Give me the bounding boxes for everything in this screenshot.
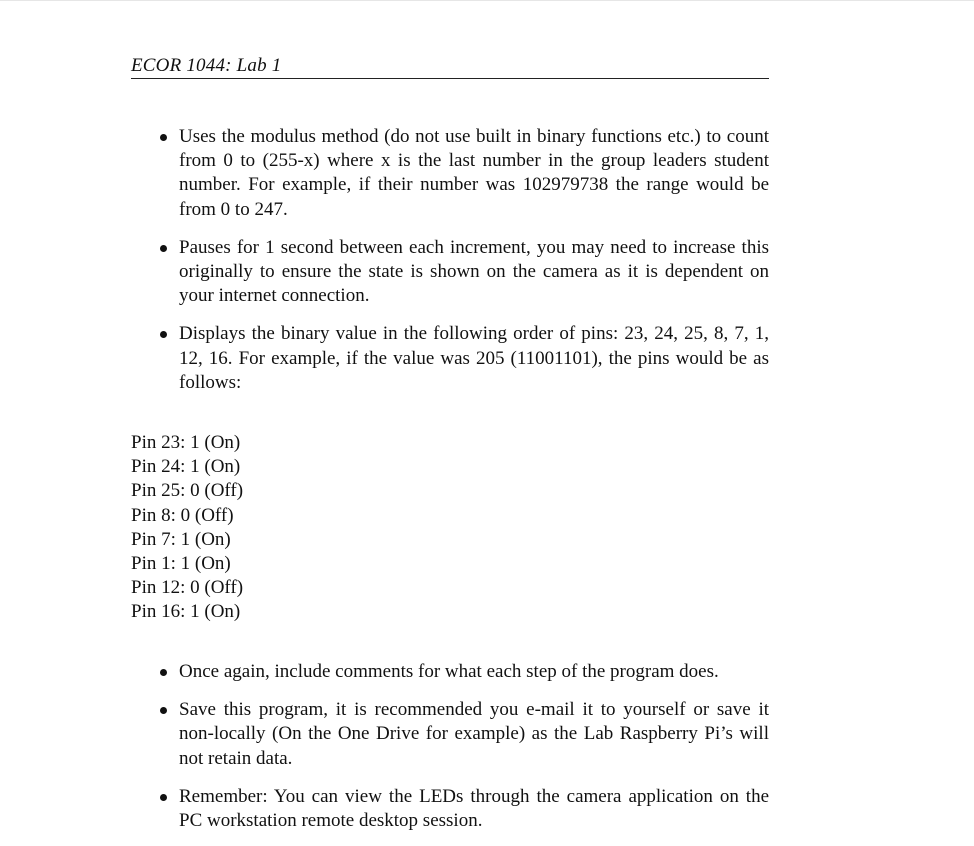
bullet-icon [160,707,167,714]
bullet-icon [160,245,167,252]
page-top-edge [0,0,974,1]
pin-line: Pin 1: 1 (On) [131,553,231,575]
list-item [131,785,769,833]
list-item-text: Pauses for 1 second between each increment, you may need to increase this originally to ensure the state is shown on the camera as it is dependent on your internet connection. [179,236,769,307]
pin-line: Pin 25: 0 (Off) [131,480,244,502]
list-item-text: Displays the binary value in the following order of pins: 23, 24, 25, 8, 7, 1, 12, 16. For example, if the value was 205 (11001101), the pins would be as follows: [179,323,769,393]
pin-line: Pin 23: 1 (On) [131,432,241,453]
page-header [131,54,769,79]
list-item [131,125,769,222]
bullet-icon [160,134,167,141]
page-header-title: ECOR 1044: Lab 1 [131,55,282,76]
list-item-text: Uses the modulus method (do not use built in binary functions etc.) to count from 0 to (255-x) where x is the last number in the group leaders student number. For example, if their number was 102979738 the range would be from 0 to 247. [179,126,769,220]
bullet-icon [160,331,167,338]
list-item-text: Once again, include comments for what each step of the program does. [179,661,719,682]
bullet-list-bottom [131,660,769,833]
bullet-list-top [131,125,769,395]
pin-line: Pin 12: 0 (Off) [131,577,244,599]
list-item-text: Save this program, it is recommended you e-mail it to yourself or save it non-locally (On the One Drive for example) as the Lab Raspberry Pi’s will not retain data. [179,699,769,769]
bullet-icon [160,794,167,801]
pin-list [131,431,431,625]
pin-line: Pin 16: 1 (On) [131,601,241,623]
list-item [131,236,769,309]
list-item [131,660,769,684]
bullet-icon [160,669,167,676]
list-item [131,322,769,395]
pin-line: Pin 7: 1 (On) [131,528,231,550]
pin-line: Pin 8: 0 (Off) [131,504,234,526]
list-item [131,698,769,771]
pin-line: Pin 24: 1 (On) [131,456,241,478]
list-item-text: Remember: You can view the LEDs through the camera application on the PC workstation remote desktop session. [179,785,769,832]
